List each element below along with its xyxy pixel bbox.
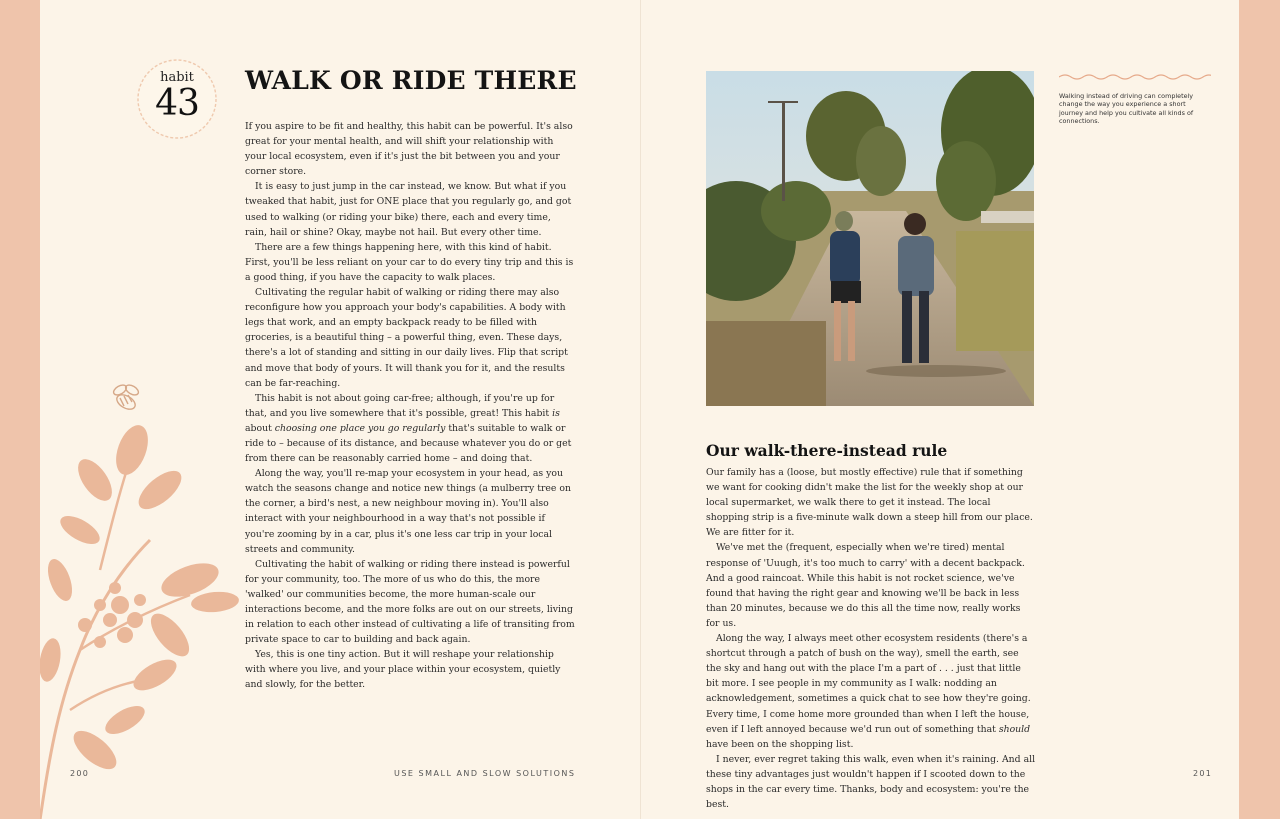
paragraph: Our family has a (loose, but mostly effective) rule that if something we want for cooking didn't make the list for the weekly shop at our local supermarket, we walk there to get it instead. The local shopping strip is a five-minute walk down a steep hill from our place. We are fitter for it. [706,467,1033,539]
habit-badge [136,58,218,140]
paragraph: I never, ever regret taking this walk, even when it's raining. And all these tiny advantages just wouldn't happen if I scooted down to the shops in the car every time. Thanks, body and ecosystem: you're the best. [706,753,1036,811]
paragraph: Yes, this is one tiny action. But it will reshape your relationship with where you live, and your place within your ecosystem, quietly and slowly, for the better. [245,649,561,691]
wavy-line-icon [1059,73,1211,81]
paragraph [706,631,1036,752]
paragraph: If you aspire to be fit and healthy, this habit can be powerful. It's also great for your mental health, and will shift your relationship with your local ecosystem, even if it's just the bit between you and your corner store. [245,121,573,178]
section-heading: Our walk-there-instead rule [706,441,948,460]
left-page-edge [0,0,40,819]
page-title: WALK OR RIDE THERE [245,66,577,95]
emphasis-text: should [998,723,1031,735]
walking-photo [706,71,1034,406]
text-run: that's suitable to walk or ride to – because of its distance, and because whatever you do or get from there can be reasonably carried home – and doing that. [245,422,572,465]
paragraph: We've met the (frequent, especially when we're tired) mental response of 'Uuugh, it's too much to carry' with a decent backpack. And a good raincoat. While this habit is not rocket science, we've found that having the right gear and knowing we'll be back in less than 20 minutes, because we do this all the time now, really works for us. [706,542,1025,629]
bee-icon [106,382,146,418]
text-run: Along the way, I always meet other ecosystem residents (there's a shortcut through a patch of bush on the way), smell the earth, see the sky and hang out with the place I'm a part of . . . just that little bit more. I see people in my community as I walk: nodding an acknowledgement, sometimes a quick chat to see how they're going. Every time, I come home more grounded than when I left the house, even if I left annoyed because we'd run out of something that [706,633,1031,735]
page-number-left: 200 [70,769,90,778]
paragraph: Along the way, you'll re-map your ecosystem in your head, as you watch the seasons change and notice new things (a mulberry tree on the corner, a bird's nest, a new neighbour moving in). You'll also interact with your neighbourhood in a way that's not possible if you're zooming by in a car, plus it's one less car trip in your local streets and community. [245,468,571,555]
paragraph: Cultivating the regular habit of walking or riding there may also reconfigure how you approach your body's capabilities. A body with legs that work, and an empty backpack ready to be filled with groceries, is a beautiful thing – a powerful thing, even. These days, there's a lot of standing and sitting in our daily lives. Flip that script and move that body of yours. It will thank you for it, and the results can be far-reaching. [245,287,568,389]
paragraph: There are a few things happening here, with this kind of habit. First, you'll be less reliant on your car to do every tiny trip and this is a good thing, if you have the capacity to walk places. [245,241,574,283]
emphasis-text: choosing one place you go regularly [274,422,446,434]
habit-label: habit [160,70,194,85]
paragraph [245,391,575,466]
emphasis-text: is [552,407,560,419]
left-page [40,0,640,819]
right-page-edge [1238,0,1280,819]
botanical-illustration [40,420,260,819]
right-page [640,0,1239,819]
paragraph: It is easy to just jump in the car instead, we know. But what if you tweaked that habit, just for ONE place that you regularly go, and got used to walking (or riding your bike) there, each and every time, rain, hail or shine? Okay, maybe not hail. But every other time. [245,181,572,238]
text-run: about [245,422,275,434]
photo-caption: Walking instead of driving can completely change the way you experience a short journey and help you cultivate all kinds of connections. [1059,92,1194,126]
text-run: This habit is not about going car-free; although, if you're up for that, and you live somewhere that it's possible, great! This habit [245,392,555,419]
running-head: USE SMALL AND SLOW SOLUTIONS [394,769,576,778]
page-number-right: 201 [1193,769,1213,778]
habit-number: 43 [155,83,199,124]
right-body-text [706,465,1036,812]
text-run: have been on the shopping list. [706,738,854,750]
paragraph: Cultivating the habit of walking or riding there instead is powerful for your community, too. The more of us who do this, the more 'walked' our communities become, the more human-scale our interactions become, and the more folks are out on our streets, living in relation to each other instead of cultivating a life of transiting from private space to car to building and back again. [245,558,575,646]
left-body-text [245,119,575,693]
